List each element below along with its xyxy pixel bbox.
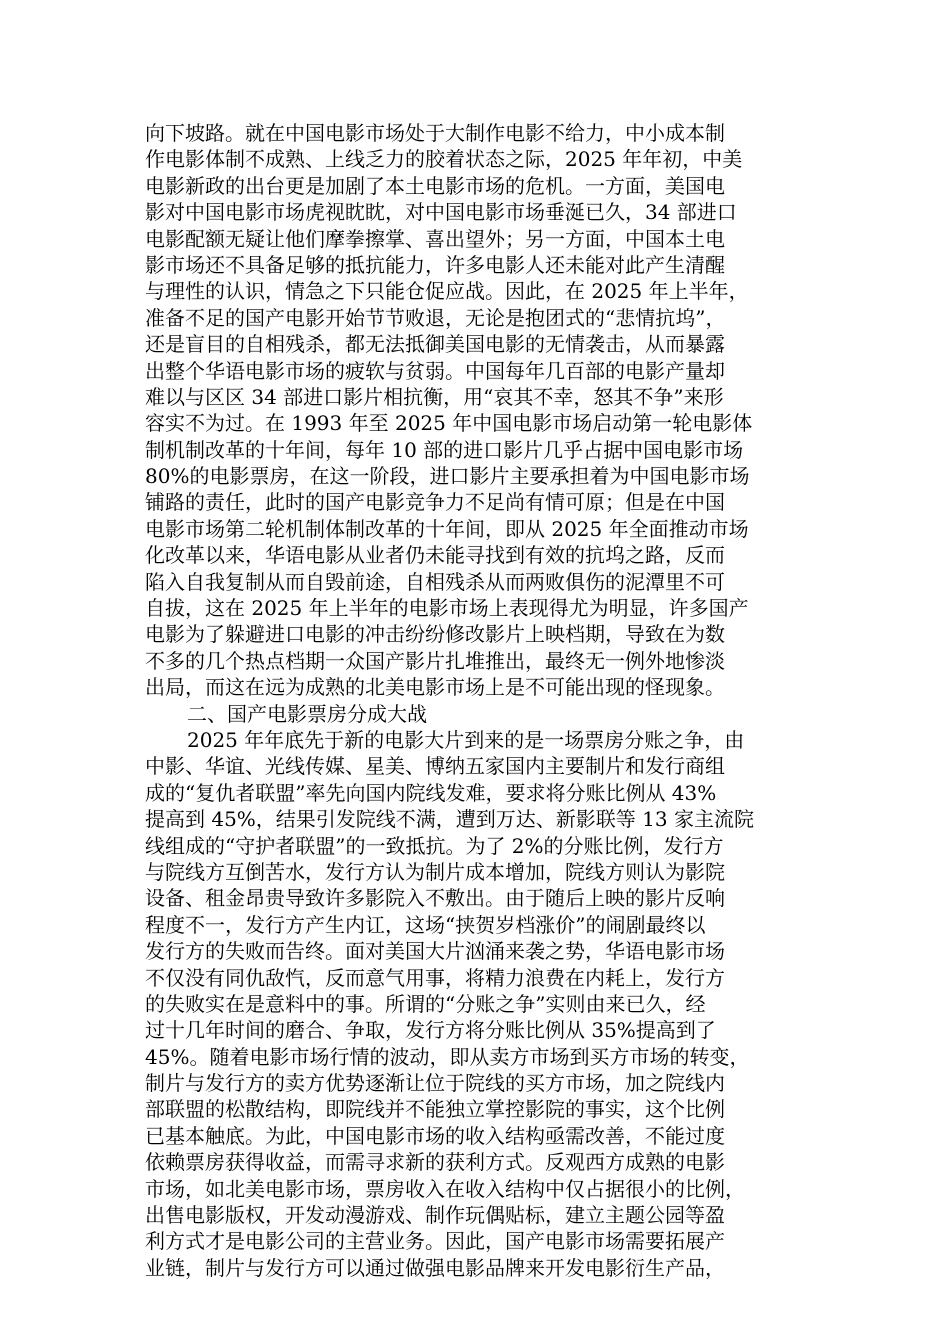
text-line: 不多的几个热点档期一众国产影片扎堆推出，最终无一例外地惨淡 bbox=[145, 648, 725, 673]
section-heading bbox=[145, 701, 805, 727]
text-line: 出局，而这在远为成熟的北美电影市场上是不可能出现的怪现象。 bbox=[145, 675, 725, 700]
document-page bbox=[145, 120, 805, 1281]
text-line: 部联盟的松散结构，即院线并不能独立掌控影院的事实，这个比例 bbox=[145, 1097, 725, 1122]
text-line: 业链，制片与发行方可以通过做强电影品牌来开发电影衍生产品， bbox=[145, 1255, 725, 1280]
text-line: 80%的电影票房，在这一阶段，进口影片主要承担着为中国电影市场 bbox=[145, 464, 750, 489]
text-line: 程度不一，发行方产生内讧，这场“挟贺岁档涨价”的闹剧最终以 bbox=[145, 912, 706, 937]
text-line: 利方式才是电影公司的主营业务。因此，国产电影市场需要拓展产 bbox=[145, 1229, 725, 1254]
text-line: 作电影体制不成熟、上线乏力的胶着状态之际，2025 年年初，中美 bbox=[145, 147, 743, 172]
text-line: 出整个华语电影市场的疲软与贫弱。中国每年几百部的电影产量却 bbox=[145, 358, 725, 383]
text-line: 设备、租金昂贵导致许多影院入不敷出。由于随后上映的影片反响 bbox=[145, 886, 725, 911]
text-line: 电影新政的出台更是加剧了本土电影市场的危机。一方面，美国电 bbox=[145, 173, 725, 198]
text-line: 线组成的“守护者联盟”的一致抵抗。为了 2%的分账比例，发行方 bbox=[145, 833, 724, 858]
text-line: 出售电影版权，开发动漫游戏、制作玩偶贴标，建立主题公园等盈 bbox=[145, 1203, 725, 1228]
paragraph bbox=[145, 727, 805, 1281]
text-line: 市场，如北美电影市场，票房收入在收入结构中仅占据很小的比例， bbox=[145, 1176, 745, 1201]
text-line: 陷入自我复制从而自毁前途，自相残杀从而两败俱伤的泥潭里不可 bbox=[145, 569, 725, 594]
text-line: 与院线方互倒苦水，发行方认为制片成本增加，院线方则认为影院 bbox=[145, 859, 725, 884]
text-line: 45%。随着电影市场行情的波动，即从卖方市场到买方市场的转变， bbox=[145, 1044, 750, 1069]
text-line: 成的“复仇者联盟”率先向国内院线发难，要求将分账比例从 43% bbox=[145, 780, 717, 805]
text-line: 中影、华谊、光线传媒、星美、博纳五家国内主要制片和发行商组 bbox=[145, 754, 725, 779]
text-line: 过十几年时间的磨合、争取，发行方将分账比例从 35%提高到了 bbox=[145, 1018, 716, 1043]
text-line: 还是盲目的自相残杀，都无法抵御美国电影的无情袭击，从而暴露 bbox=[145, 332, 725, 357]
text-line: 与理性的认识，情急之下只能仓促应战。因此，在 2025 年上半年， bbox=[145, 279, 749, 304]
text-line: 影对中国电影市场虎视眈眈，对中国电影市场垂涎已久，34 部进口 bbox=[145, 200, 737, 225]
text-line: 不仅没有同仇敌忾，反而意气用事，将精力浪费在内耗上，发行方 bbox=[145, 965, 725, 990]
text-line: 二、国产电影票房分成大战 bbox=[187, 701, 427, 726]
text-line: 难以与区区 34 部进口影片相抗衡，用“哀其不幸，怒其不争”来形 bbox=[145, 384, 724, 409]
text-line: 发行方的失败而告终。面对美国大片汹涌来袭之势，华语电影市场 bbox=[145, 939, 725, 964]
text-line: 依赖票房获得收益，而需寻求新的获利方式。反观西方成熟的电影 bbox=[145, 1150, 725, 1175]
text-line: 向下坡路。就在中国电影市场处于大制作电影不给力，中小成本制 bbox=[145, 121, 725, 145]
text-line: 提高到 45%，结果引发院线不满，遭到万达、新影联等 13 家主流院 bbox=[145, 807, 754, 832]
text-line: 制机制改革的十年间，每年 10 部的进口影片几乎占据中国电影市场 bbox=[145, 437, 744, 462]
text-line: 影市场还不具备足够的抵抗能力，许多电影人还未能对此产生清醒 bbox=[145, 252, 725, 277]
text-line: 准备不足的国产电影开始节节败退，无论是抱团式的“悲情抗坞”， bbox=[145, 305, 726, 330]
paragraph bbox=[145, 120, 805, 701]
text-line: 容实不为过。在 1993 年至 2025 年中国电影市场启动第一轮电影体 bbox=[145, 411, 753, 436]
text-line: 2025 年年底先于新的电影大片到来的是一场票房分账之争，由 bbox=[187, 727, 745, 752]
text-line: 电影配额无疑让他们摩拳擦掌、喜出望外；另一方面，中国本土电 bbox=[145, 226, 725, 251]
text-line: 自拔，这在 2025 年上半年的电影市场上表现得尤为明显，许多国产 bbox=[145, 596, 749, 621]
text-line: 化改革以来，华语电影从业者仍未能寻找到有效的抗坞之路，反而 bbox=[145, 543, 725, 568]
text-line: 电影为了躲避进口电影的冲击纷纷修改影片上映档期，导致在为数 bbox=[145, 622, 725, 647]
text-line: 已基本触底。为此，中国电影市场的收入结构亟需改善，不能过度 bbox=[145, 1123, 725, 1148]
text-line: 的失败实在是意料中的事。所谓的“分账之争”实则由来已久，经 bbox=[145, 991, 706, 1016]
text-line: 电影市场第二轮机制体制改革的十年间，即从 2025 年全面推动市场 bbox=[145, 516, 749, 541]
text-line: 铺路的责任，此时的国产电影竞争力不足尚有情可原；但是在中国 bbox=[145, 490, 725, 515]
text-line: 制片与发行方的卖方优势逐渐让位于院线的买方市场，加之院线内 bbox=[145, 1071, 725, 1096]
